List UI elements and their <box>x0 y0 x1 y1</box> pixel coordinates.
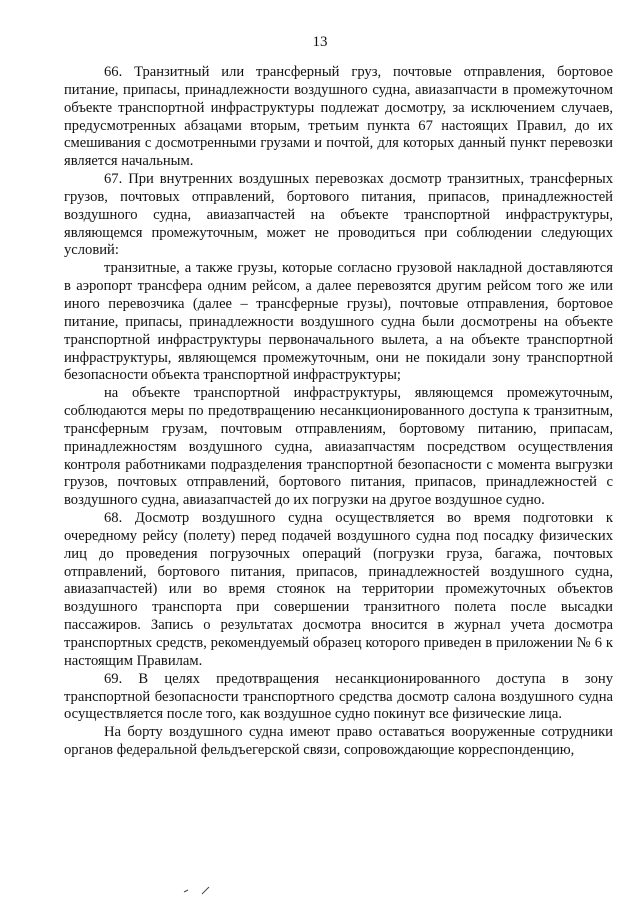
paragraph-67-condition-2: на объекте транспортной инфраструктуры, являющемся промежуточным, соблюдаются меры по предотвращению несанкционированного доступа к транзитным, трансферным грузам, почтовым отправлениям, бортовому питанию, припасам, принадлежностям воздушного судна, авиазапчастям посредством осуществления контроля работниками подразделения транспортной безопасности с момента выгрузки грузов, почтовых отправлений, бортового питания, припасов, принадлежностей с воздушного судна, авиазапчастей до их погрузки на другое воздушное судно. <box>64 385 613 509</box>
paragraph-67: 67. При внутренних воздушных перевозках досмотр транзитных, трансферных грузов, почтовых отправлений, бортового питания, припасов, принадлежностей воздушного судна, авиазапчастей на объекте транспортной инфраструктуры, являющемся промежуточным, может не проводиться при соблюдении следующих условий: <box>64 171 613 259</box>
document-body <box>64 64 613 760</box>
paragraph-66: 66. Транзитный или трансферный груз, почтовые отправления, бортовое питание, припасы, принадлежности воздушного судна, авиазапчасти в промежуточном объекте транспортной инфраструктуры подлежат досмотру, за исключением случаев, предусмотренных абзацами вторым, третьим пункта 67 настоящих Правил, до их смешивания с досмотренными грузами и почтой, для которых данный пункт перевозки является начальным. <box>64 64 613 170</box>
paragraph-69-continuation: На борту воздушного судна имеют право оставаться вооруженные сотрудники органов федеральной фельдъегерской связи, сопровождающие корреспонденцию, <box>64 724 613 759</box>
page-number: 13 <box>312 34 328 50</box>
paragraph-68: 68. Досмотр воздушного судна осуществляется во время подготовки к очередному рейсу (полету) перед подачей воздушного судна под посадку физических лиц до проведения погрузочных операций (погрузки груза, багажа, почтовых отправлений, бортового питания, припасов, принадлежностей воздушного судна, авиазапчастей) или во время стоянок на территории промежуточных объектов воздушного транспорта при совершении транзитного полета после высадки пассажиров. Запись о результатах досмотра вносится в журнал учета досмотра транспортных средств, рекомендуемый образец которого приведен в приложении № 6 к настоящим Правилам. <box>64 510 613 669</box>
paragraph-69: 69. В целях предотвращения несанкционированного доступа в зону транспортной безопасности транспортного средства досмотр салона воздушного судна осуществляется после того, как воздушное судно покинут все физические лица. <box>64 670 613 723</box>
scan-mark-icon <box>182 884 212 896</box>
paragraph-67-condition-1: транзитные, а также грузы, которые согласно грузовой накладной доставляются в аэропорт трансфера одним рейсом, а далее перевозятся другим рейсом того же или иного перевозчика (далее – трансферные грузы), почтовые отправления, бортовое питание, припасы, принадлежности воздушного судна были досмотрены на объекте транспортной инфраструктуры первоначального вылета, а на объекте транспортной инфраструктуры, являющемся промежуточным, они не покидали зону транспортной безопасности объекта транспортной инфраструктуры; <box>64 260 613 384</box>
